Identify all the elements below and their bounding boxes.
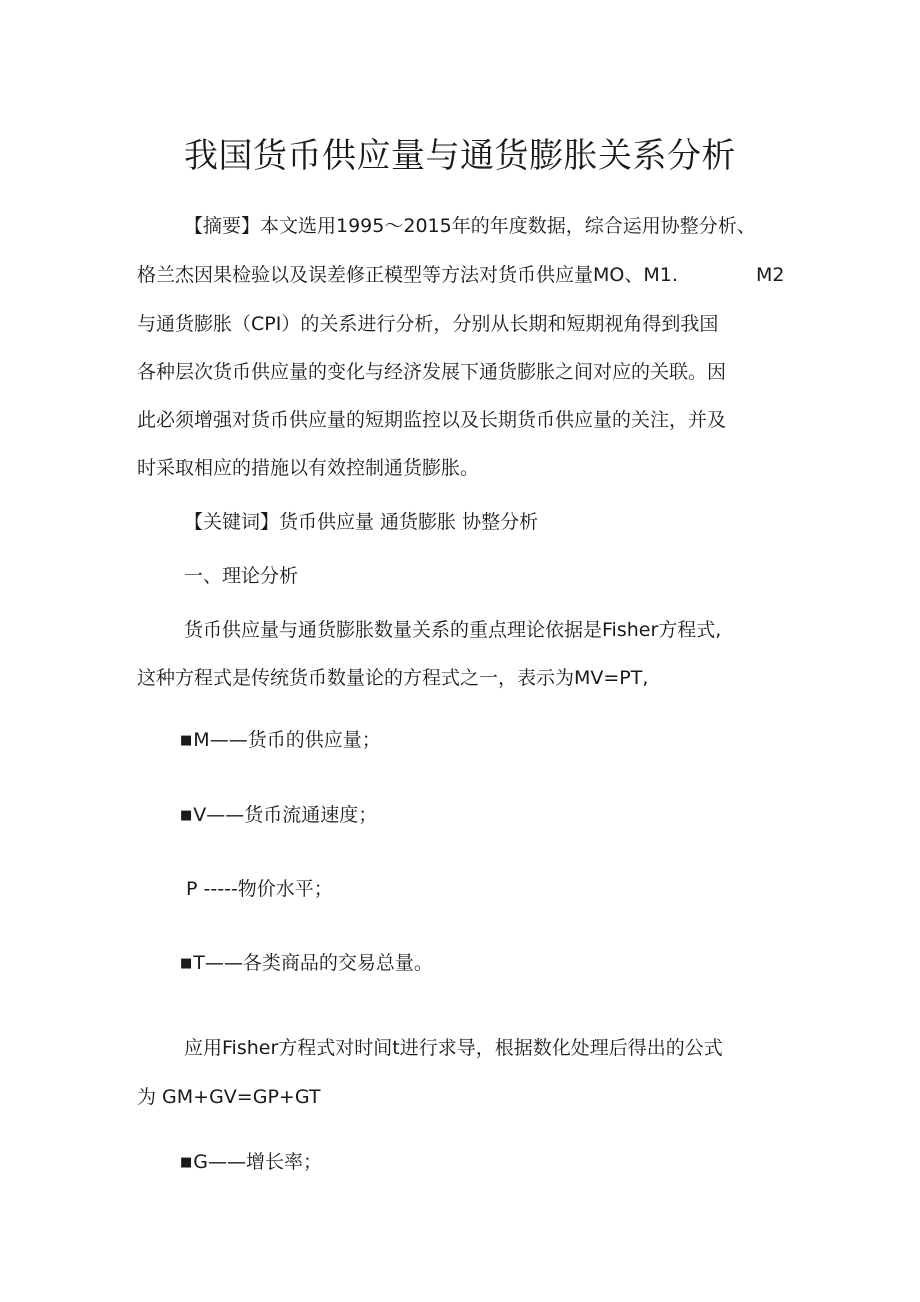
definition-t <box>180 950 433 977</box>
abstract-line-2: 格兰杰因果检验以及误差修正模型等方法对货币供应量MO、M1. <box>137 264 678 286</box>
section-heading-1: 一、理论分析 <box>184 565 299 587</box>
bullet-square-icon: ■ <box>180 808 193 823</box>
paragraph-2-line-2: 为 GM+GV=GP+GT <box>137 1086 321 1108</box>
definition-p: P -----物价水平； <box>186 878 333 900</box>
abstract-line-3: 与通货膨胀（CPI）的关系进行分析，分别从长期和短期视角得到我国 <box>137 313 719 335</box>
paragraph-2-line-1: 应用Fisher方程式对时间t进行求导，根据数化处理后得出的公式 <box>184 1037 723 1059</box>
abstract-line-6: 时采取相应的措施以有效控制通货膨胀。 <box>137 457 480 479</box>
abstract-line-1: 【摘要】本文选用1995～2015年的年度数据，综合运用协整分析、 <box>184 215 756 237</box>
document-title: 我国货币供应量与通货膨胀关系分析 <box>184 136 736 176</box>
abstract-line-2-end: M2 <box>756 264 785 286</box>
bullet-square-icon: ■ <box>180 1155 193 1170</box>
keywords: 【关键词】货币供应量 通货膨胀 协整分析 <box>184 511 539 533</box>
definition-v-text: V——货币流通速度； <box>193 804 378 826</box>
paragraph-1-line-2: 这种方程式是传统货币数量论的方程式之一，表示为MV=PT, <box>137 667 649 689</box>
abstract-line-5: 此必须增强对货币供应量的短期监控以及长期货币供应量的关注，并及 <box>137 409 727 431</box>
definition-t-text: T——各类商品的交易总量。 <box>193 952 433 974</box>
paragraph-1-line-1: 货币供应量与通货膨胀数量关系的重点理论依据是Fisher方程式, <box>184 619 722 641</box>
definition-m <box>180 727 381 754</box>
definition-g <box>180 1149 322 1176</box>
abstract-line-4: 各种层次货币供应量的变化与经济发展下通货膨胀之间对应的关联。因 <box>137 361 727 383</box>
definition-g-text: G——增长率； <box>193 1151 323 1173</box>
bullet-square-icon: ■ <box>180 956 193 971</box>
definition-m-text: M——货币的供应量； <box>193 729 381 751</box>
bullet-square-icon: ■ <box>180 733 193 748</box>
definition-v <box>180 802 377 829</box>
